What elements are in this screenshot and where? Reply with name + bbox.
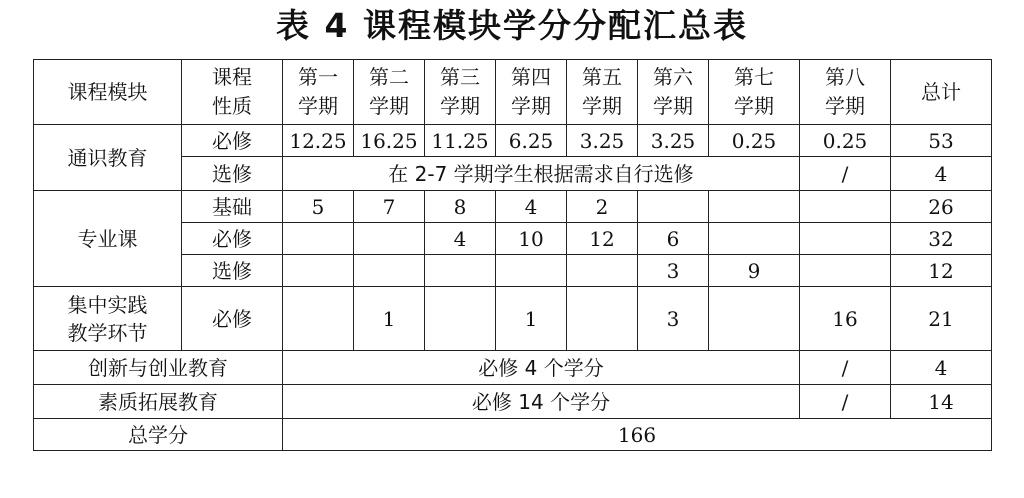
practice-module-cell: 集中实践 教学环节	[34, 287, 182, 351]
header-semester-5: 第五 学期	[567, 60, 638, 125]
header-semester-2: 第二 学期	[354, 60, 425, 125]
credit-cell: 4	[425, 223, 496, 255]
course-type-cell: 必修	[182, 125, 283, 157]
credit-cell	[496, 255, 567, 287]
total-cell: 53	[891, 125, 992, 157]
practice-row	[34, 287, 992, 351]
credit-cell	[425, 287, 496, 351]
header-nature: 课程 性质	[182, 60, 283, 125]
credit-cell	[709, 223, 800, 255]
credit-cell: 0.25	[709, 125, 800, 157]
grand-total-label: 总学分	[34, 419, 283, 451]
credit-cell: 8	[425, 191, 496, 223]
credit-cell: 12	[567, 223, 638, 255]
credit-cell	[567, 255, 638, 287]
course-type-cell: 必修	[182, 287, 283, 351]
credit-cell: 3	[638, 287, 709, 351]
credit-cell: 2	[567, 191, 638, 223]
course-type-cell: 选修	[182, 255, 283, 287]
general-module-cell: 通识教育	[34, 125, 182, 191]
credit-cell: 3.25	[567, 125, 638, 157]
credit-cell	[283, 223, 354, 255]
header-semester-6: 第六 学期	[638, 60, 709, 125]
credit-cell	[638, 191, 709, 223]
quality-note-cell: 必修 14 个学分	[283, 385, 800, 419]
credit-cell	[354, 223, 425, 255]
credit-cell: 10	[496, 223, 567, 255]
credit-cell: 1	[354, 287, 425, 351]
credit-cell	[800, 223, 891, 255]
credit-cell: 12.25	[283, 125, 354, 157]
header-total: 总计	[891, 60, 992, 125]
total-cell: 32	[891, 223, 992, 255]
total-cell: 21	[891, 287, 992, 351]
course-type-cell: 选修	[182, 157, 283, 191]
credit-cell: 5	[283, 191, 354, 223]
total-cell: 4	[891, 157, 992, 191]
major-module-cell: 专业课	[34, 191, 182, 287]
total-cell: 26	[891, 191, 992, 223]
credit-cell: 3.25	[638, 125, 709, 157]
grand-total-row	[34, 419, 992, 451]
credit-cell: 7	[354, 191, 425, 223]
credit-cell	[354, 255, 425, 287]
header-row	[34, 60, 992, 125]
credit-cell: 1	[496, 287, 567, 351]
total-cell: 14	[891, 385, 992, 419]
innovation-module-cell: 创新与创业教育	[34, 351, 283, 385]
credit-cell: 6.25	[496, 125, 567, 157]
credit-cell: 4	[496, 191, 567, 223]
innovation-row	[34, 351, 992, 385]
credit-cell	[425, 255, 496, 287]
header-module: 课程模块	[34, 60, 182, 125]
course-type-cell: 必修	[182, 223, 283, 255]
credit-cell: 3	[638, 255, 709, 287]
total-cell: 4	[891, 351, 992, 385]
credit-cell: 6	[638, 223, 709, 255]
total-cell: 12	[891, 255, 992, 287]
quality-row	[34, 385, 992, 419]
credit-cell	[567, 287, 638, 351]
credit-cell: /	[800, 385, 891, 419]
credit-cell	[709, 287, 800, 351]
major-basic-row	[34, 191, 992, 223]
header-semester-3: 第三 学期	[425, 60, 496, 125]
general-required-row	[34, 125, 992, 157]
credit-cell: 0.25	[800, 125, 891, 157]
credit-cell	[709, 191, 800, 223]
credit-cell	[800, 191, 891, 223]
header-semester-7: 第七 学期	[709, 60, 800, 125]
credit-cell: 9	[709, 255, 800, 287]
elective-note-cell: 在 2-7 学期学生根据需求自行选修	[283, 157, 800, 191]
page-title: 表 4 课程模块学分分配汇总表	[276, 6, 748, 45]
header-semester-8: 第八 学期	[800, 60, 891, 125]
header-semester-1: 第一 学期	[283, 60, 354, 125]
credit-cell: 16	[800, 287, 891, 351]
credit-cell: 16.25	[354, 125, 425, 157]
credit-summary-table	[33, 59, 992, 451]
credit-cell	[283, 287, 354, 351]
quality-module-cell: 素质拓展教育	[34, 385, 283, 419]
innovation-note-cell: 必修 4 个学分	[283, 351, 800, 385]
credit-cell	[283, 255, 354, 287]
header-semester-4: 第四 学期	[496, 60, 567, 125]
credit-cell: /	[800, 157, 891, 191]
course-type-cell: 基础	[182, 191, 283, 223]
credit-cell: /	[800, 351, 891, 385]
credit-cell: 11.25	[425, 125, 496, 157]
grand-total-value: 166	[283, 419, 992, 451]
credit-cell	[800, 255, 891, 287]
